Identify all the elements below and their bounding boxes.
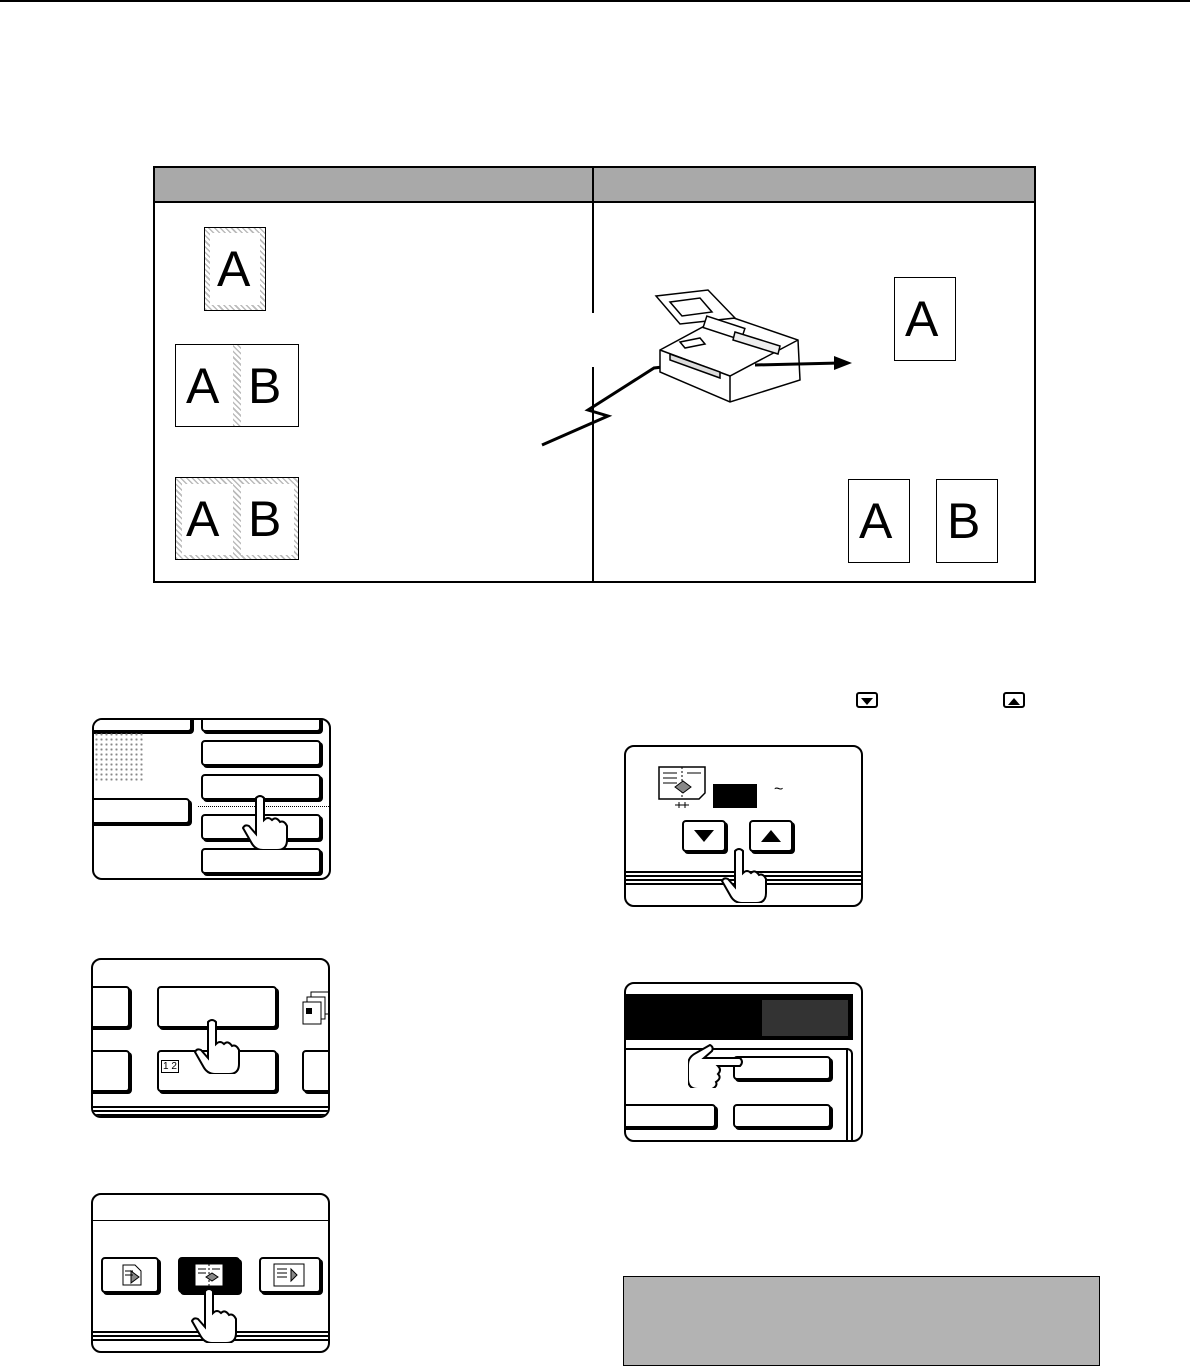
edge-center-erase-key[interactable] [259,1257,321,1293]
ok-key[interactable] [733,1056,831,1080]
header-divider [592,168,594,201]
range-separator: ~ [774,781,784,798]
page-letter-right: B [248,491,282,547]
panel-key[interactable] [91,986,130,1028]
tab-border [846,1048,848,1142]
panel-key[interactable] [302,1050,330,1092]
page-letter-right: B [248,358,282,414]
edge-erase-key[interactable] [101,1257,159,1293]
page-letter: A [905,291,939,347]
panel-key[interactable] [92,718,192,732]
original-spread-shaded-page [175,477,299,560]
document-both-icon [261,1259,319,1291]
hand-pointer-icon [721,847,771,903]
triangle-up-icon [751,822,791,850]
triangle-down-icon [856,692,878,708]
decrease-key[interactable] [682,820,726,852]
table-header [155,168,1034,203]
page-letter: B [947,493,981,549]
panel-key[interactable] [201,740,321,766]
book-erase-icon [657,765,709,811]
page-letter: A [217,241,251,297]
page-letter-left: A [186,358,220,414]
panel-key[interactable] [733,1104,831,1128]
output-arrow-line [755,363,840,365]
touch-panel-4 [624,745,863,907]
touch-panel-3 [91,1193,330,1353]
top-rule [0,0,1190,2]
received-single-page [894,277,956,361]
panel-key[interactable] [201,718,321,732]
panel-border-stripes [93,1106,328,1116]
panel-key[interactable] [624,1104,716,1128]
fax-transmission-illustration [530,280,870,460]
page-letter-left: A [186,491,220,547]
document-edge-icon [103,1259,157,1291]
triangle-down-icon [684,822,724,850]
page-label: 1 2 [163,1061,177,1072]
panel-key[interactable] [92,798,190,824]
note-box [623,1276,1100,1366]
panel-key[interactable] [201,848,321,874]
panel-key[interactable] [91,1050,130,1092]
document-stack-icon [302,990,330,1030]
original-spread-page [175,344,299,427]
arrow-head-icon [834,356,852,370]
status-readout [762,1000,848,1036]
touch-panel-5 [624,982,863,1142]
original-single-page [204,227,266,311]
panel-divider [93,1220,330,1221]
page-letter: A [859,493,893,549]
received-page-b [936,479,998,563]
triangle-up-icon [1003,692,1025,708]
received-page-a [848,479,910,563]
hand-pointer-icon [191,1287,241,1343]
value-display [713,784,757,808]
hand-pointer-icon [194,1018,244,1074]
fax-machine-icon [656,290,800,402]
hand-pointer-icon [688,1044,744,1088]
touch-panel-1 [92,718,331,880]
touch-panel-2 [91,958,330,1118]
hand-pointer-icon [242,794,292,850]
speckle-texture [94,732,144,782]
